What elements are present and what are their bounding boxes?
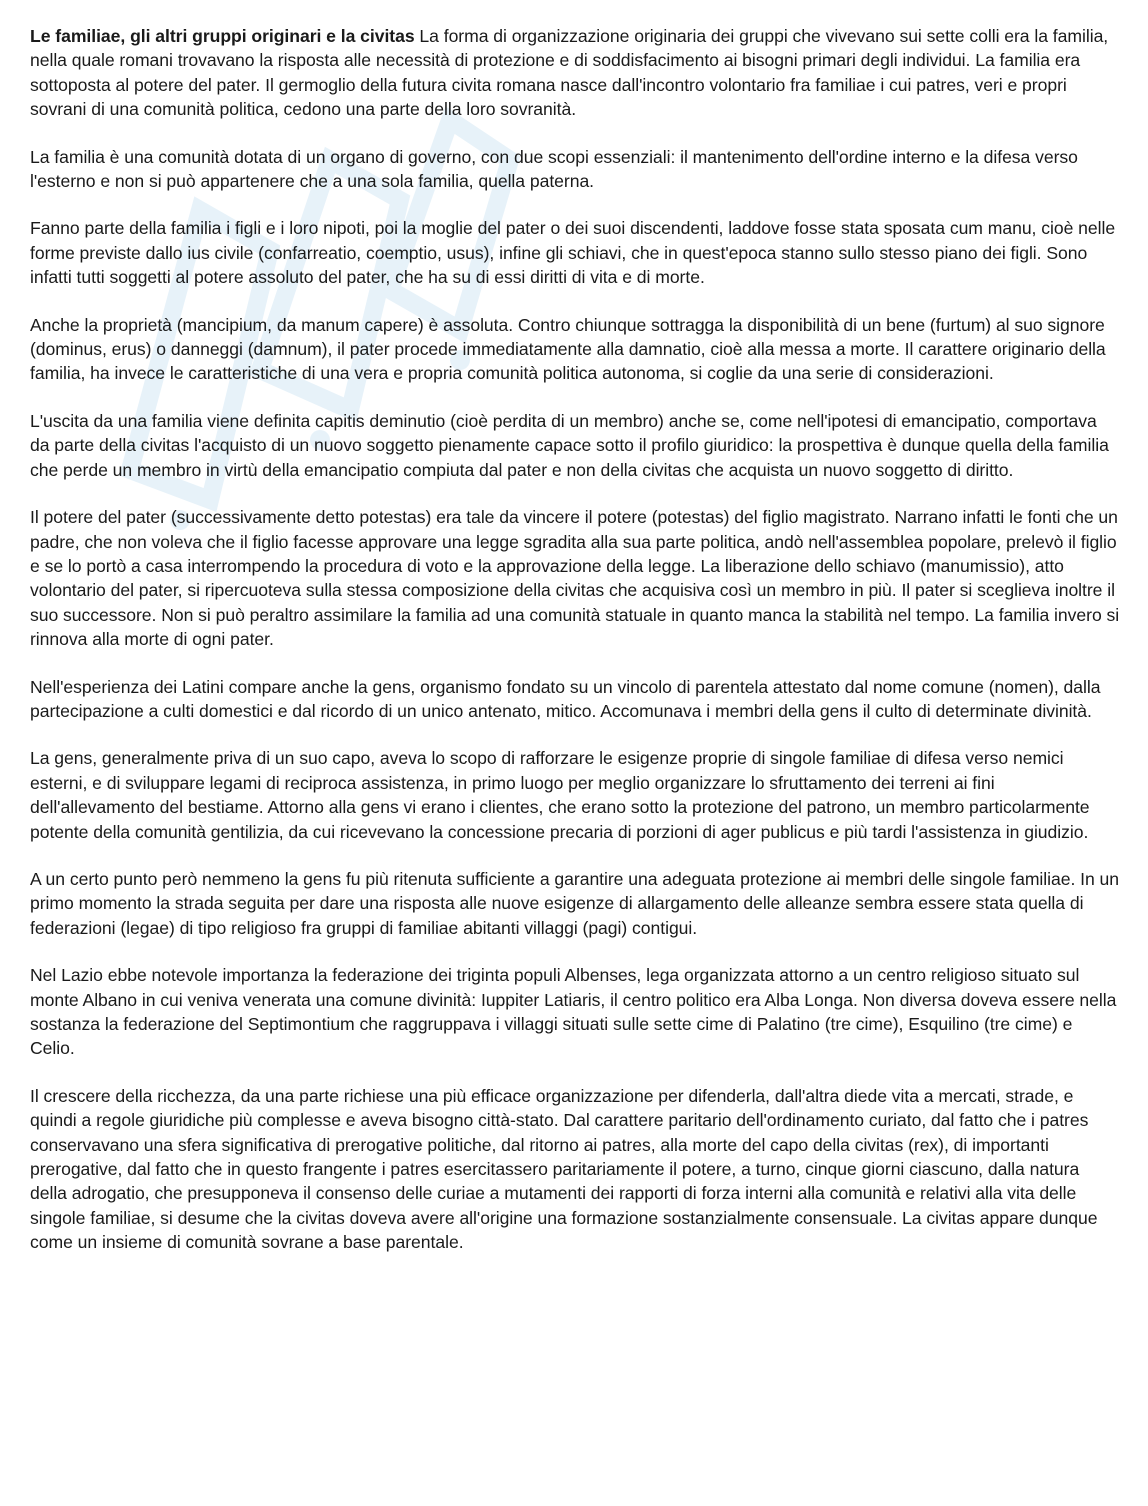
paragraph-11: Il crescere della ricchezza, da una parte richiese una più efficace organizzazione per difenderla, dall'altra diede vita a mercati, strade, e quindi a regole giuridiche più complesse e aveva bisogno città-stato. Dal carattere paritario dell'ordinamento curiato, dal fatto che i patres conservavano una sfera significativa di prerogative politiche, dal ritorno ai patres, alla morte del capo della civitas (rex), di importanti prerogative, dal fatto che in questo frangente i patres esercitassero paritariamente il potere, a turno, cinque giorni ciascuno, dalla natura della adrogatio, che presupponeva il consenso delle curiae a mutamenti dei rapporti di forza interni alla comunità e relativi alla vita delle singole familiae, si desume che la civitas doveva avere all'origine una formazione sostanzialmente consensuale. La civitas appare dunque come un insieme di comunità sovrane a base parentale. (30, 1085, 1098, 1253)
paragraph-8: La gens, generalmente priva di un suo capo, aveva lo scopo di rafforzare le esigenze proprie di singole familiae di difesa verso nemici esterni, e di sviluppare legami di reciproca assistenza, in primo luogo per meglio organizzare lo sfruttamento dei terreni ai fini dell'allevamento del bestiame. Attorno alla gens vi erano i clientes, che erano sotto la protezione del patrono, un membro particolarmente potente della comunità gentilizia, da cui ricevevano la concessione precaria di porzioni di ager publicus e più tardi l'assistenza in giudizio. (30, 748, 1090, 842)
paragraph-2: La familia è una comunità dotata di un organo di governo, con due scopi essenziali: il mantenimento dell'ordine interno e la difesa verso l'esterno e non si può appartenere che a una sola familia, quella paterna. (30, 146, 1078, 192)
document-heading: Le familiae, gli altri gruppi originari e la civitas (30, 26, 415, 46)
paragraph-3: Fanno parte della familia i figli e i loro nipoti, poi la moglie del pater o dei suoi discendenti, laddove fosse stata sposata cum manu, cioè nelle forme previste dallo ius civile (confarreatio, coemptio, usus), infine gli schiavi, che in quest'epoca stanno sullo stesso piano dei figli. Sono infatti tutti soggetti al potere assoluto del pater, che ha su di essi diritti di vita e di morte. (30, 218, 1116, 288)
paragraph-6: Il potere del pater (successivamente detto potestas) era tale da vincere il potere (potestas) del figlio magistrato. Narrano infatti le fonti che un padre, che non voleva che il figlio facesse approvare una legge sgradita alla sua parte politica, andò nell'assemblea popolare, prelevò il figlio e se lo portò a casa interrompendo la procedura di voto e la approvazione della legge. La liberazione dello schiavo (manumissio), atto volontario del pater, si ripercuoteva sulla stessa composizione della civitas che acquisiva così un membro in più. Il pater si sceglieva inoltre il suo successore. Non si può peraltro assimilare la familia ad una comunità statuale in quanto manca la stabilità nel tempo. La familia invero si rinnova alla morte di ogni pater. (30, 507, 1120, 650)
document-page (30, 24, 1120, 1278)
paragraph-10: Nel Lazio ebbe notevole importanza la federazione dei triginta populi Albenses, lega organizzata attorno a un centro religioso situato sul monte Albano in cui veniva venerata una comune divinità: Iuppiter Latiaris, il centro politico era Alba Longa. Non diversa doveva essere nella sostanza la federazione del Septimontium che raggruppava i villaggi situati sulle sette cime di Palatino (tre cime), Esquilino (tre cime) e Celio. (30, 965, 1117, 1059)
paragraph-5: L'uscita da una familia viene definita capitis deminutio (cioè perdita di un membro) anche se, come nell'ipotesi di emancipatio, comportava da parte della civitas l'acquisto di un nuovo soggetto pienamente capace sotto il profilo giuridico: la prospettiva è dunque quella della familia che perde un membro in virtù della emancipatio compiuta dal pater e non della civitas che acquista un nuovo soggetto di diritto. (30, 410, 1109, 480)
paragraph-1 (30, 24, 1120, 122)
paragraph-4: Anche la proprietà (mancipium, da manum capere) è assoluta. Contro chiunque sottragga la disponibilità di un bene (furtum) al suo signore (dominus, erus) o danneggi (damnum), il pater procede immediatamente alla damnatio, cioè alla messa a morte. Il carattere originario della familia, ha invece le caratteristiche di una vera e propria comunità politica autonoma, si coglie da una serie di considerazioni. (30, 314, 1106, 384)
paragraph-text: La forma di organizzazione originaria dei gruppi che vivevano sui sette colli era la familia, nella quale romani trovavano la risposta alle necessità di protezione e di soddisfacimento ai bisogni primari degli individui. La familia era sottoposta al potere del pater. Il germoglio della futura civita romana nasce dall'incontro volontario fra familiae i cui patres, veri e propri sovrani di una comunità politica, cedono una parte della loro sovranità. (30, 26, 1109, 120)
paragraph-7: Nell'esperienza dei Latini compare anche la gens, organismo fondato su un vincolo di parentela attestato dal nome comune (nomen), dalla partecipazione a culti domestici e dal ricordo di un unico antenato, mitico. Accomunava i membri della gens il culto di determinate divinità. (30, 676, 1101, 721)
paragraph-9: A un certo punto però nemmeno la gens fu più ritenuta sufficiente a garantire una adeguata protezione ai membri delle singole familiae. In un primo momento la strada seguita per dare una risposta alle nuove esigenze di allargamento delle alleanze sembra essere stata quella di federazioni (legae) di tipo religioso fra gruppi di familiae abitanti villaggi (pagi) contigui. (30, 868, 1120, 938)
